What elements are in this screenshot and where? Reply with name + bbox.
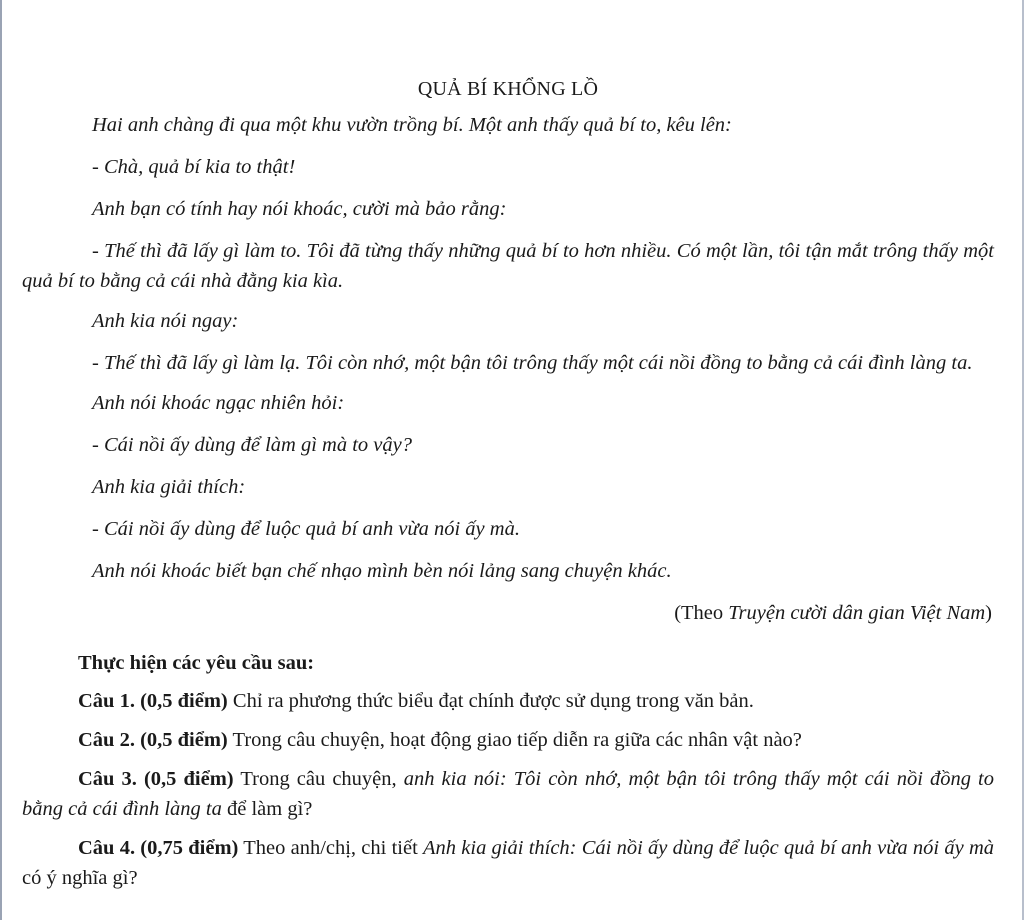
question-label: Câu 1. (0,5 điểm) (78, 690, 228, 712)
question-text: Chỉ ra phương thức biểu đạt chính được sử dụng trong văn bản. (227, 690, 754, 712)
story-paragraph: - Chà, quả bí kia to thật! (92, 156, 296, 178)
story-title: QUẢ BÍ KHỔNG LỒ (417, 78, 599, 100)
attribution-suffix: ) (985, 602, 992, 624)
question-label: Câu 2. (0,5 điểm) (78, 729, 228, 751)
question-text: Trong câu chuyện, (233, 768, 404, 790)
story-body (22, 110, 994, 586)
tasks-heading: Thực hiện các yêu cầu sau: (78, 652, 315, 674)
story-paragraph: - Cái nồi ấy dùng để làm gì mà to vậy? (92, 434, 412, 456)
document-content (22, 74, 994, 902)
question-quote: Anh kia giải thích: Cái nồi ấy dùng để luộc quả bí anh vừa nói ấy mà (423, 837, 995, 859)
story-paragraph: - Thế thì đã lấy gì làm lạ. Tôi còn nhớ, một bận tôi trông thấy một cái nồi đồng to bằng cả cái đình làng ta. (92, 352, 973, 374)
story-paragraph: - Cái nồi ấy dùng để luộc quả bí anh vừa nói ấy mà. (92, 518, 520, 540)
story-paragraph: Anh kia nói ngay: (92, 310, 239, 332)
question-text: Trong câu chuyện, hoạt động giao tiếp diễn ra giữa các nhân vật nào? (227, 729, 802, 751)
story-paragraph: Anh kia giải thích: (92, 476, 246, 498)
question-4 (22, 833, 994, 893)
story-paragraph: Anh nói khoác ngạc nhiên hỏi: (92, 392, 345, 414)
question-quote: anh kia nói: Tôi còn nhớ, một bận tôi trông thấy một cái nồi đồng to bằng cả cái đình làng ta (22, 768, 995, 820)
attribution (22, 598, 994, 628)
story-paragraph: Anh nói khoác biết bạn chế nhạo mình bèn nói lảng sang chuyện khác. (92, 560, 672, 582)
attribution-prefix: (Theo (674, 602, 729, 624)
story-paragraph: - Thế thì đã lấy gì làm to. Tôi đã từng thấy những quả bí to hơn nhiều. Có một lần, tôi tận mắt trông thấy một quả bí to bằng cả cái nhà đằng kia kìa. (22, 240, 994, 292)
question-2 (22, 725, 994, 755)
question-text: có ý nghĩa gì? (22, 867, 138, 889)
story-paragraph: Hai anh chàng đi qua một khu vườn trồng bí. Một anh thấy quả bí to, kêu lên: (92, 114, 732, 136)
question-label: Câu 4. (0,75 điểm) (78, 837, 239, 859)
question-3 (22, 764, 994, 824)
story-paragraph: Anh bạn có tính hay nói khoác, cười mà bảo rằng: (92, 198, 507, 220)
question-1 (22, 686, 994, 716)
question-label: Câu 3. (0,5 điểm) (78, 768, 234, 790)
attribution-source: Truyện cười dân gian Việt Nam (728, 602, 986, 624)
question-text: để làm gì? (221, 798, 313, 820)
question-text: Theo anh/chị, chi tiết (238, 837, 424, 859)
